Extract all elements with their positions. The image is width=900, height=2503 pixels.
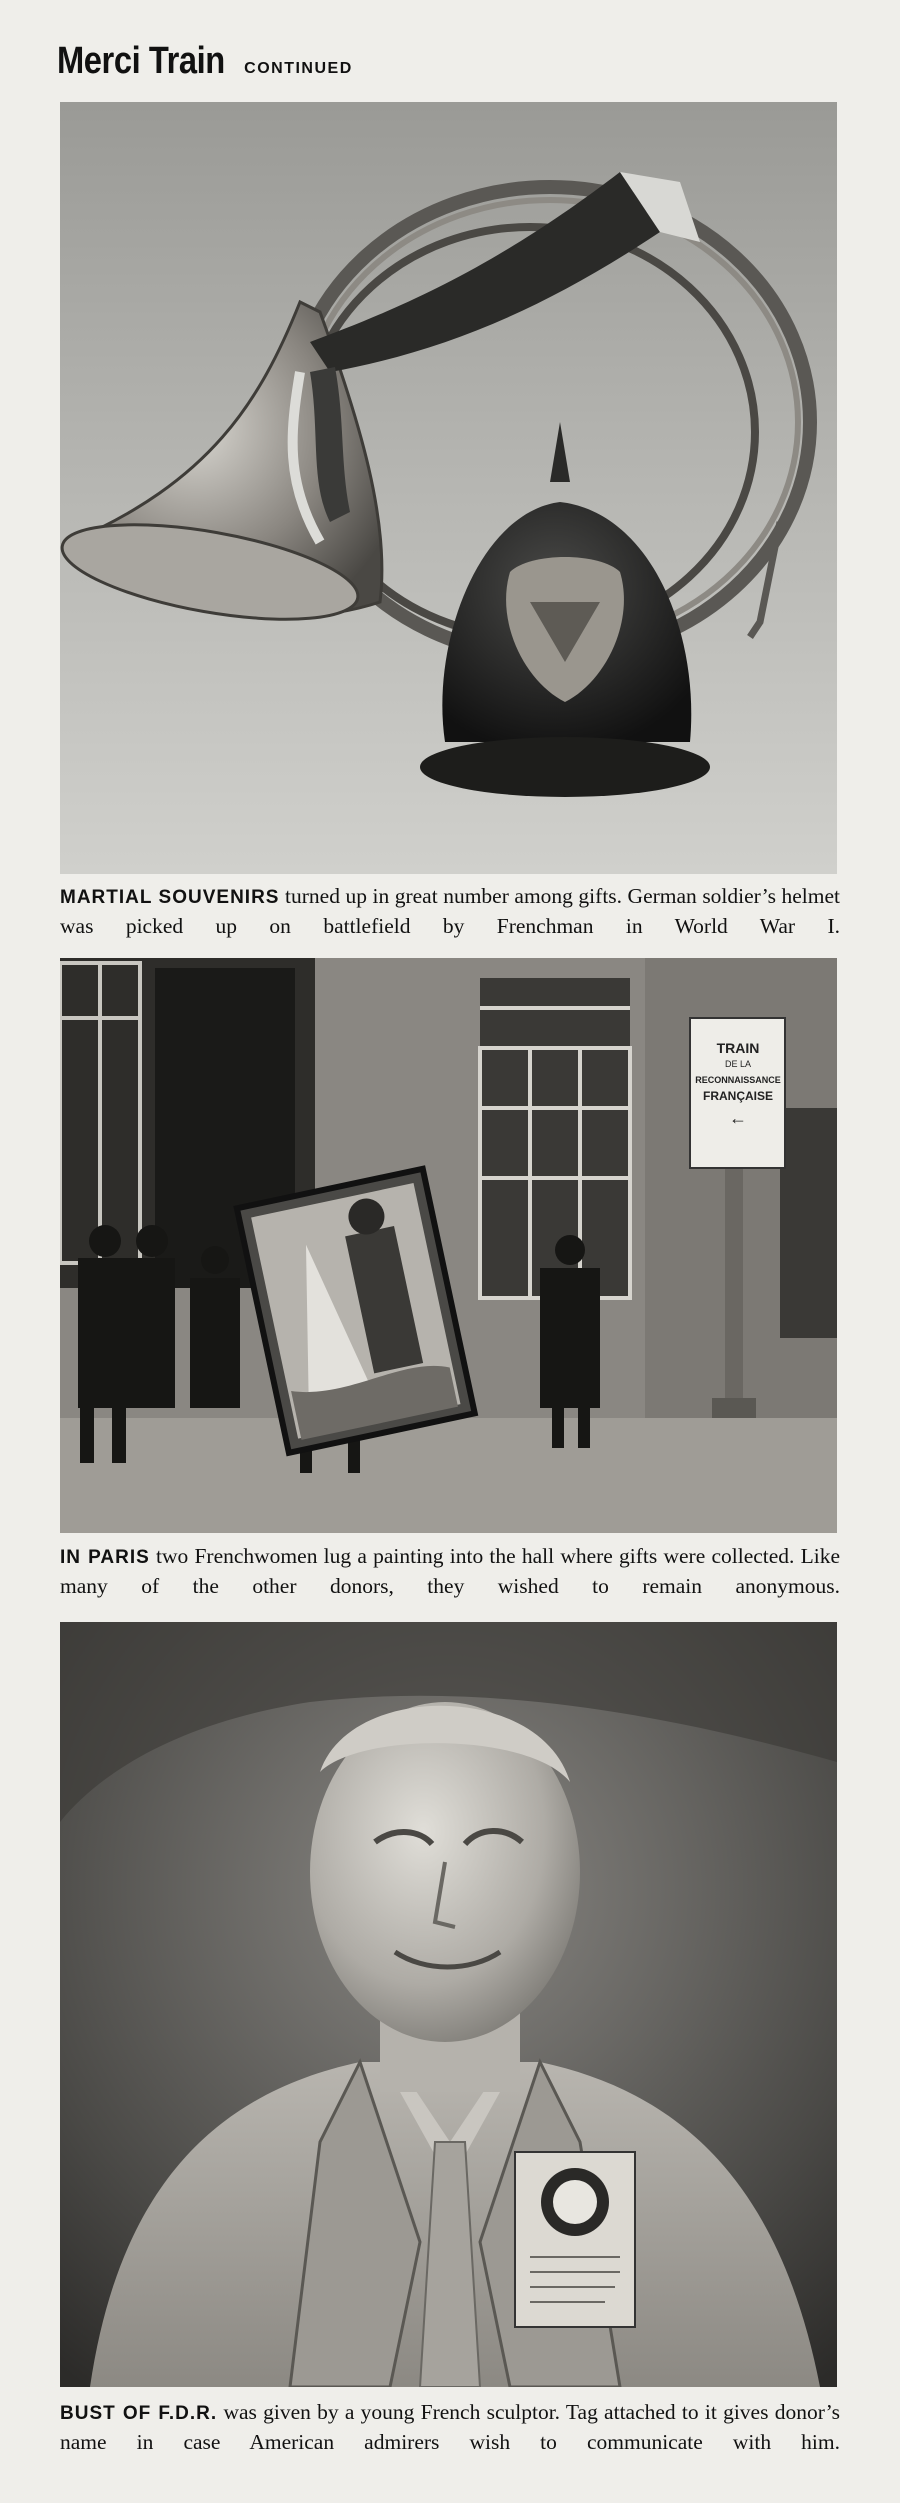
caption-text: turned up in great number among gifts. German soldier’s helmet was picked up on battlefield by Frenchman in World War I. [60, 884, 840, 938]
continued-label: CONTINUED [244, 60, 353, 77]
photo-martial-souvenirs [60, 102, 837, 874]
page-header [57, 40, 353, 83]
caption-text: was given by a young French sculptor. Tag attached to it gives donor’s name in case American admirers wish to communicate with him. [60, 2400, 840, 2454]
sign-line: RECONNAISSANCE [695, 1075, 781, 1085]
page-title: Merci Train [57, 40, 225, 82]
caption-martial-souvenirs [60, 882, 840, 941]
caption-lead: IN PARIS [60, 1547, 150, 1568]
photo-in-paris [60, 958, 837, 1533]
caption-lead: MARTIAL SOUVENIRS [60, 887, 280, 908]
caption-bust-of-fdr [60, 2398, 840, 2457]
photo-bust-of-fdr [60, 1622, 837, 2387]
sign-line: DE LA [724, 1059, 751, 1069]
caption-text: two Frenchwomen lug a painting into the hall where gifts were collected. Like many of the other donors, they wished to remain anonymous. [60, 1544, 841, 1598]
sign-line: TRAIN [716, 1040, 760, 1056]
arrow-left-icon: ← [729, 1108, 747, 1128]
sign-line: FRANÇAISE [702, 1089, 773, 1103]
caption-in-paris [60, 1542, 840, 1601]
train-sign [692, 1022, 784, 1164]
caption-lead: BUST OF F.D.R. [60, 2403, 218, 2424]
